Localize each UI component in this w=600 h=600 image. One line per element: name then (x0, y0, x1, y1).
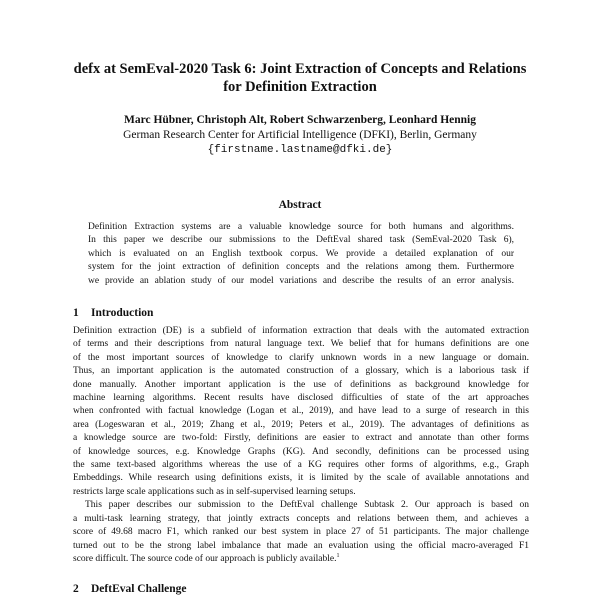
text-line: Embeddings. While research using definitions exists, it is limited by the scale of available annotations and (73, 473, 529, 484)
text-line: of the most important sources of knowledge to clarify unknown words in a new language or domain. (73, 352, 529, 363)
abstract-heading: Abstract (278, 199, 322, 211)
text-line: when confronted with factual knowledge (Logan et al., 2019), and have lead to a surge of research in this (73, 406, 529, 417)
text-line: restricts large scale applications such as in self-supervised learning setups. (73, 486, 356, 497)
text-line: turned out to be the strong label imbalance that made an evaluation using the official macro-averaged F1 (73, 540, 529, 551)
section-title: Introduction (91, 307, 154, 319)
text-line: of knowledge sources, e.g. Knowledge Graphs (KG). And secondly, definitions can be processed using (73, 446, 529, 457)
section-number: 2 (73, 583, 79, 595)
text-line: machine learning algorithms. Recent results have disclosed difficulties of state of the art approaches (73, 393, 529, 404)
text-line: of terms and their descriptions from natural language text. We belief that for humans definitions are one (73, 339, 529, 350)
section-heading-introduction (73, 306, 153, 320)
text-line: done manually. Another important application is the use of definitions as background knowledge for (73, 379, 529, 390)
section-title: DeftEval Challenge (91, 583, 187, 595)
title-line-2: for Definition Extraction (223, 79, 377, 95)
abstract-body (88, 221, 514, 288)
abstract-line: which is evaluated on an English textbook corpus. We provide a detailed explanation of our (88, 248, 514, 259)
text-line: a knowledge source are two-fold: Firstly, definitions are easier to extract and annotate than other forms (73, 433, 529, 444)
text-line: the same text-based algorithms whereas the use of a KG requires other forms of algorithms, e.g., Graph (73, 460, 529, 471)
abstract-line: In this paper we describe our submissions to the DeftEval shared task (SemEval-2020 Task 6), (88, 235, 514, 246)
text-line-with-footnote (73, 553, 529, 566)
paper-title (60, 60, 540, 96)
paragraph (73, 499, 529, 566)
author-email: {firstname.lastname@dfki.de} (207, 144, 393, 156)
text-line: score difficult. The source code of our approach is publicly available. (73, 553, 337, 564)
paragraph (73, 325, 529, 499)
abstract-line: we provide an ablation study of our model variations and describe the results of an error analysis. (88, 275, 514, 286)
text-line: a multi-task learning strategy, that jointly extracts concepts and relations between them, and achieves a (73, 513, 529, 524)
text-line: score of 49.68 macro F1, which ranked our best system in place 27 of 51 participants. The major challenge (73, 527, 529, 538)
title-line-1: defx at SemEval-2020 Task 6: Joint Extraction of Concepts and Relations (73, 61, 527, 77)
author-affiliation: German Research Center for Artificial Intelligence (DFKI), Berlin, Germany (123, 129, 477, 141)
abstract-line: system for the joint extraction of definition concepts and the relations among them. Furthermore (88, 262, 514, 273)
text-line: Thus, an important application is the automated construction of a glossary, which is a laborious task if (73, 366, 529, 377)
section-heading-defteval (73, 582, 187, 596)
text-line: Definition extraction (DE) is a subfield of information extraction that deals with the automated extraction (73, 326, 529, 336)
section-number: 1 (73, 307, 79, 319)
author-names: Marc Hübner, Christoph Alt, Robert Schwarzenberg, Leonhard Hennig (123, 114, 477, 126)
introduction-body (73, 325, 529, 566)
author-block (60, 113, 540, 158)
abstract-line: Definition Extraction systems are a valuable knowledge source for both humans and algorithms. (88, 222, 514, 232)
text-line: This paper describes our submission to the DeftEval challenge Subtask 2. Our approach is based on (85, 500, 529, 511)
footnote-mark[interactable]: 1 (336, 552, 340, 559)
text-line: area (Logeswaran et al., 2019; Zhang et al., 2019; Peters et al., 2019). The advantages of definitions as (73, 419, 529, 430)
